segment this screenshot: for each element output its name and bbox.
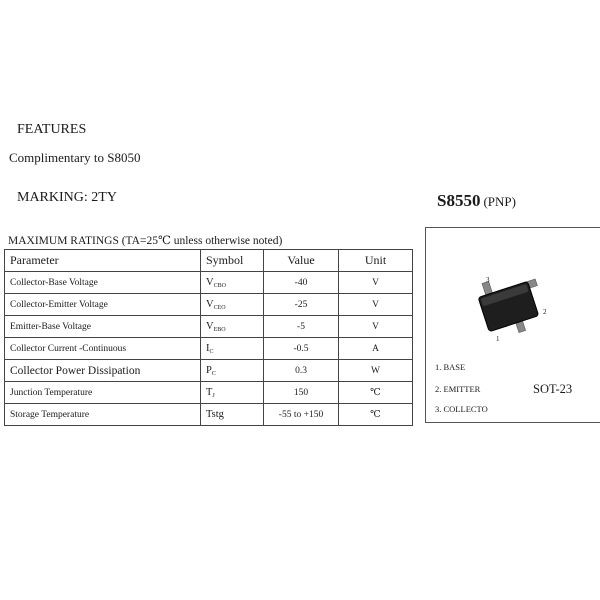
max-ratings-title: MAXIMUM RATINGS (TA=25℃ unless otherwise noted) [8,235,283,247]
symbol-subscript: CBO [213,282,226,289]
symbol-subscript: C [209,348,214,355]
symbol-subscript: J [212,392,215,399]
unit-cell: ℃ [339,382,413,404]
header-symbol: Symbol [201,250,264,272]
pin-label-collector: 3. COLLECTO [435,404,488,414]
table-row [5,404,413,426]
unit-cell: V [339,294,413,316]
max-ratings-table [4,249,413,426]
symbol-cell [201,360,264,382]
symbol-subscript: C [211,370,216,377]
value-cell: 0.3 [264,360,339,382]
parameter-cell: Collector Current -Continuous [5,338,201,360]
symbol-cell [201,272,264,294]
value-cell: 150 [264,382,339,404]
value-cell: -25 [264,294,339,316]
symbol-main: V [206,276,214,288]
unit-cell: V [339,272,413,294]
value-cell: -40 [264,272,339,294]
symbol-main: Tstg [206,408,224,420]
unit-cell: V [339,316,413,338]
symbol-cell [201,316,264,338]
symbol-main: I [206,342,210,354]
table-row [5,294,413,316]
parameter-cell: Collector Power Dissipation [5,360,201,382]
unit-cell: ℃ [339,404,413,426]
unit-cell: A [339,338,413,360]
table-row [5,272,413,294]
pin-number-2: 2 [543,308,547,316]
symbol-main: V [206,298,214,310]
marking-text: MARKING: 2TY [17,190,117,205]
unit-cell: W [339,360,413,382]
part-number: S8550 [437,191,481,210]
part-number-title [437,191,516,211]
parameter-cell: Storage Temperature [5,404,201,426]
table-row [5,360,413,382]
symbol-cell [201,404,264,426]
features-heading: FEATURES [17,122,87,137]
table-row [5,338,413,360]
pin-number-3: 3 [486,276,490,284]
package-name: SOT-23 [533,382,573,396]
symbol-main: T [206,386,213,398]
pin-label-emitter: 2. EMITTER [435,384,481,394]
value-cell: -5 [264,316,339,338]
symbol-subscript: CEO [213,304,226,311]
header-parameter: Parameter [5,250,201,272]
value-cell: -0.5 [264,338,339,360]
symbol-main: V [206,320,214,332]
header-value: Value [264,250,339,272]
part-type: (PNP) [483,194,516,209]
parameter-cell: Collector-Base Voltage [5,272,201,294]
symbol-subscript: EBO [213,326,226,333]
table-row [5,316,413,338]
complementary-text: Complimentary to S8050 [9,150,141,165]
parameter-cell: Junction Temperature [5,382,201,404]
symbol-cell [201,294,264,316]
symbol-cell [201,382,264,404]
header-unit: Unit [339,250,413,272]
parameter-cell: Emitter-Base Voltage [5,316,201,338]
symbol-main: P [206,364,212,376]
table-header-row [5,250,413,272]
symbol-cell [201,338,264,360]
pin-label-base: 1. BASE [435,362,466,372]
pin-number-1: 1 [496,335,500,343]
table-row [5,382,413,404]
parameter-cell: Collector-Emitter Voltage [5,294,201,316]
value-cell: -55 to +150 [264,404,339,426]
sot23-package-icon [470,270,550,340]
